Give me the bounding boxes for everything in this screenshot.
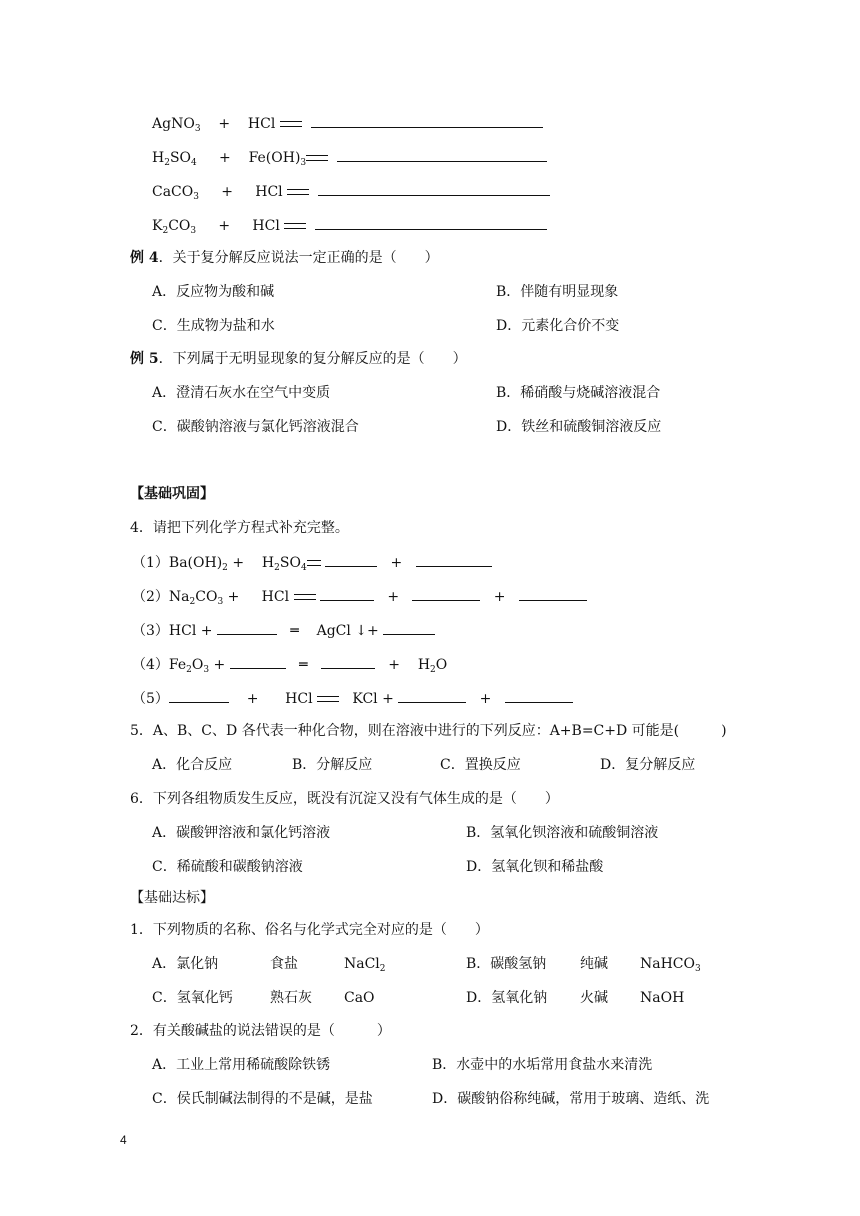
reactant-2: HCl — [255, 184, 283, 200]
subscript: 3 — [190, 226, 197, 236]
question-4-stem: 4．请把下列化学方程式补充完整。 — [130, 520, 349, 536]
equals-sign — [307, 560, 321, 566]
option-c-name[interactable]: C．氢氧化钙 — [152, 990, 233, 1006]
example-5-stem — [130, 350, 467, 368]
product: H — [417, 657, 431, 673]
reactant-tail: SO — [279, 555, 301, 571]
option-b-common-name: 纯碱 — [580, 956, 608, 972]
reactant-1: H — [152, 150, 165, 166]
answer-blank[interactable] — [311, 114, 543, 128]
reactant: Ba(OH) — [168, 555, 223, 571]
equals-sign — [287, 189, 309, 195]
reactant: Fe — [168, 657, 187, 673]
plus-sign: + — [246, 691, 259, 707]
question-stem: ．下列属于无明显现象的复分解反应的是（ ） — [158, 351, 467, 367]
plus-sign: + — [387, 589, 400, 605]
reactant-2: HCl — [252, 218, 280, 234]
option-d-common-name: 火碱 — [580, 990, 608, 1006]
subscript: 3 — [695, 964, 701, 974]
option-b[interactable]: B．分解反应 — [292, 757, 373, 773]
subscript: 2 — [189, 597, 196, 607]
plus-sign: + — [218, 116, 231, 132]
plus-sign: + — [388, 657, 400, 673]
plus-sign: + — [223, 589, 244, 605]
subscript: 2 — [162, 226, 169, 236]
product-tail: O — [435, 657, 448, 673]
subscript: 3 — [203, 665, 210, 675]
plus-sign: + — [209, 657, 230, 673]
option-d[interactable]: D．碳酸钠俗称纯碱，常用于玻璃、造纸、洗 — [432, 1091, 710, 1107]
q4-line-3 — [132, 621, 435, 640]
reactant: H — [261, 555, 275, 571]
option-a-name[interactable]: A．氯化钠 — [152, 956, 219, 972]
plus-sign: + — [390, 555, 403, 571]
question-6-stem: 6．下列各组物质发生反应，既没有沉淀又没有气体生成的是（ ） — [130, 791, 559, 807]
answer-blank[interactable] — [318, 182, 550, 196]
section-heading-standard: 【基础达标】 — [130, 890, 214, 906]
question-5-stem: 5．A、B、C、D 各代表一种化合物，则在溶液中进行的下列反应：A+B=C+D 可能是( ) — [130, 723, 727, 739]
option-b-name[interactable]: B．碳酸氢钠 — [466, 956, 547, 972]
subscript: 4 — [300, 563, 307, 573]
equals-sign: ═ — [290, 623, 299, 639]
q4-line-4 — [132, 655, 447, 674]
option-c[interactable]: C．碳酸钠溶液与氯化钙溶液混合 — [152, 419, 359, 435]
q4-line-2 — [132, 587, 587, 606]
answer-blank[interactable] — [398, 689, 466, 703]
reactant-1: CaCO — [152, 184, 194, 200]
product: KCl + — [352, 691, 394, 707]
item-number: （2） — [132, 589, 169, 605]
option-c[interactable]: C．置换反应 — [440, 757, 521, 773]
subscript: 2 — [379, 964, 386, 974]
reactant: HCl — [261, 589, 290, 605]
plus-sign: + — [219, 150, 231, 166]
answer-blank[interactable] — [337, 148, 547, 162]
option-b[interactable]: B．伴随有明显现象 — [496, 284, 619, 300]
reactant-tail: O — [191, 657, 204, 673]
equation-caco3-hcl — [152, 182, 550, 201]
option-d[interactable]: D．复分解反应 — [600, 757, 696, 773]
option-a[interactable]: A．工业上常用稀硫酸除铁锈 — [152, 1057, 331, 1073]
answer-blank[interactable] — [169, 689, 229, 703]
example-4-stem — [130, 249, 439, 267]
option-a[interactable]: A．澄清石灰水在空气中变质 — [152, 385, 331, 401]
answer-blank[interactable] — [321, 655, 375, 669]
plus-sign: + — [479, 691, 492, 707]
subscript: 2 — [222, 563, 228, 573]
subscript: 3 — [194, 124, 201, 134]
subscript: 3 — [217, 597, 224, 607]
question-1-stem: 1．下列物质的名称、俗名与化学式完全对应的是（ ） — [130, 922, 489, 938]
equals-sign — [294, 594, 316, 600]
option-c[interactable]: C．侯氏制碱法制得的不是碱，是盐 — [152, 1091, 373, 1107]
answer-blank[interactable] — [519, 587, 587, 601]
subscript: 3 — [193, 192, 199, 202]
option-b-formula — [640, 955, 701, 973]
option-b[interactable]: B．水壶中的水垢常用食盐水来清洗 — [432, 1057, 653, 1073]
reactant: Na — [168, 589, 190, 605]
subscript: 3 — [300, 158, 307, 168]
equation-h2so4-feoh3 — [152, 148, 547, 167]
option-b[interactable]: B．稀硝酸与烧碱溶液混合 — [496, 385, 661, 401]
example-label: 例 5 — [130, 351, 159, 367]
equals-sign: ═ — [299, 657, 308, 673]
equation-k2co3-hcl — [152, 216, 547, 235]
q4-line-1 — [132, 553, 492, 572]
example-label: 例 4 — [130, 250, 159, 266]
reactant-2: Fe(OH) — [248, 150, 301, 166]
formula: NaCl — [344, 956, 380, 972]
reactant: HCl — [285, 691, 313, 707]
question-2-stem: 2．有关酸碱盐的说法错误的是（ ） — [130, 1023, 391, 1039]
item-number: （5） — [132, 691, 169, 707]
equals-sign — [317, 696, 339, 702]
answer-blank[interactable] — [320, 587, 374, 601]
subscript: 4 — [191, 158, 197, 168]
item-number: （1） — [132, 555, 169, 571]
formula: NaHCO — [640, 956, 695, 972]
section-heading-consolidation: 【基础巩固】 — [130, 486, 214, 502]
answer-blank[interactable] — [217, 621, 277, 635]
plus-sign: + — [227, 555, 249, 571]
answer-blank[interactable] — [416, 553, 492, 567]
equals-sign — [284, 223, 306, 229]
option-d[interactable]: D．元素化合价不变 — [496, 318, 620, 334]
page-number: 4 — [120, 1133, 127, 1147]
option-d-name[interactable]: D．氢氧化钠 — [466, 990, 548, 1006]
reactant-1: AgNO — [152, 116, 195, 132]
option-c-formula: CaO — [344, 990, 375, 1006]
product: AgCl ↓+ — [316, 623, 379, 639]
plus-sign: + — [493, 589, 506, 605]
subscript: 2 — [430, 665, 436, 675]
option-d[interactable]: D．氢氧化钡和稀盐酸 — [466, 859, 604, 875]
plus-sign: + — [196, 623, 217, 639]
answer-blank[interactable] — [412, 587, 480, 601]
option-a[interactable]: A．化合反应 — [152, 757, 233, 773]
plus-sign: + — [221, 184, 233, 200]
question-stem: ．关于复分解反应说法一定正确的是（ ） — [158, 250, 439, 266]
option-a[interactable]: A．反应物为酸和碱 — [152, 284, 275, 300]
q4-line-5 — [132, 689, 573, 708]
option-b[interactable]: B．氢氧化钡溶液和硫酸铜溶液 — [466, 825, 659, 841]
option-a-formula — [344, 955, 386, 973]
item-number: （4） — [132, 657, 169, 673]
equals-sign — [306, 155, 328, 161]
reactant-2: HCl — [247, 116, 276, 132]
subscript: 2 — [274, 563, 280, 573]
option-a-common-name: 食盐 — [270, 956, 298, 972]
answer-blank[interactable] — [505, 689, 573, 703]
equals-sign — [280, 121, 302, 127]
equation-agno3-hcl — [152, 114, 543, 133]
answer-blank[interactable] — [230, 655, 286, 669]
item-number: （3） — [132, 623, 169, 639]
option-d-formula: NaOH — [640, 990, 685, 1006]
option-a[interactable]: A．碳酸钾溶液和氯化钙溶液 — [152, 825, 331, 841]
reactant-1: K — [152, 218, 163, 234]
answer-blank[interactable] — [315, 216, 547, 230]
reactant-1-tail: SO — [169, 150, 192, 166]
reactant: HCl — [168, 623, 197, 639]
answer-blank[interactable] — [383, 621, 435, 635]
reactant-tail: CO — [195, 589, 218, 605]
option-c[interactable]: C．生成物为盐和水 — [152, 318, 275, 334]
option-c-common-name: 熟石灰 — [270, 990, 312, 1006]
option-d[interactable]: D．铁丝和硫酸铜溶液反应 — [496, 419, 662, 435]
reactant-1-tail: CO — [168, 218, 191, 234]
option-c[interactable]: C．稀硫酸和碳酸钠溶液 — [152, 859, 303, 875]
answer-blank[interactable] — [325, 553, 377, 567]
subscript: 2 — [164, 158, 170, 168]
plus-sign: + — [218, 218, 231, 234]
subscript: 2 — [186, 665, 192, 675]
